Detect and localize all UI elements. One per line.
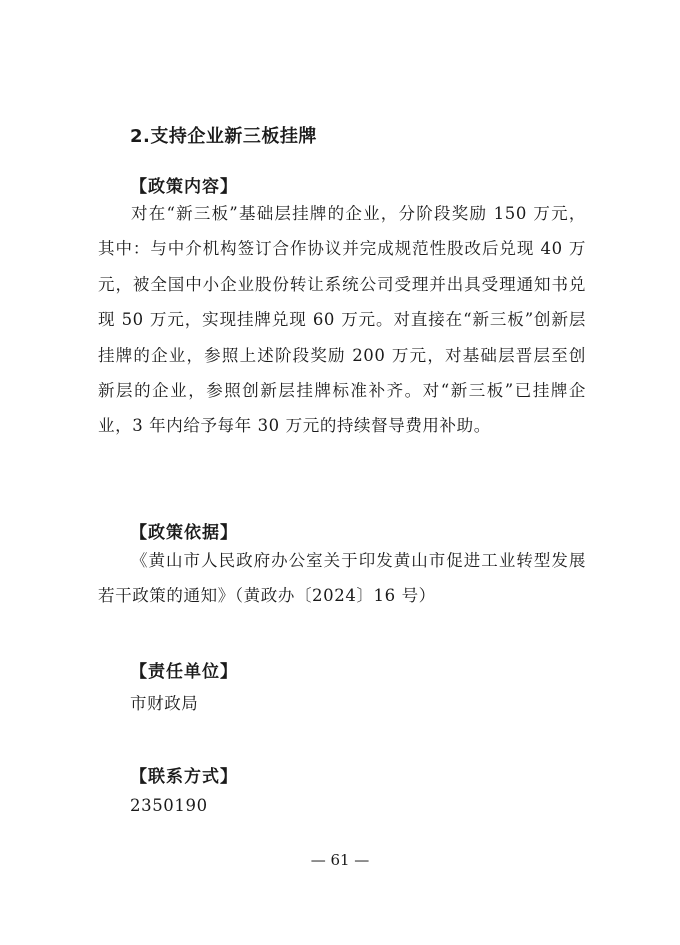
section-heading: 2.支持企业新三板挂牌 <box>130 126 317 147</box>
responsible-unit-text: 市财政局 <box>130 694 199 713</box>
contact-text: 2350190 <box>130 796 208 815</box>
policy-basis-label: 【政策依据】 <box>130 523 238 543</box>
policy-basis-text: 《黄山市人民政府办公室关于印发黄山市促进工业转型发展若干政策的通知》（黄政办〔2024〕16 号） <box>98 551 586 606</box>
policy-content-label: 【政策内容】 <box>130 177 238 197</box>
policy-content-text: 对在“新三板”基础层挂牌的企业，分阶段奖励 150 万元，其中：与中介机构签订合作协议并完成规范性股改后兑现 40 万元，被全国中小企业股份转让系统公司受理并出具受理通知书兑现 50 万元，实现挂牌兑现 60 万元。对直接在“新三板”创新层挂牌的企业，参照上述阶段奖励 200 万元，对基础层晋层至创新层的企业，参照创新层挂牌标准补齐。对“新三板”已挂牌企业，3 年内给予每年 30 万元的持续督导费用补助。 <box>98 204 586 436</box>
page-number: — 61 — <box>310 851 370 869</box>
responsible-unit-label: 【责任单位】 <box>130 662 238 682</box>
contact-label: 【联系方式】 <box>130 767 238 787</box>
